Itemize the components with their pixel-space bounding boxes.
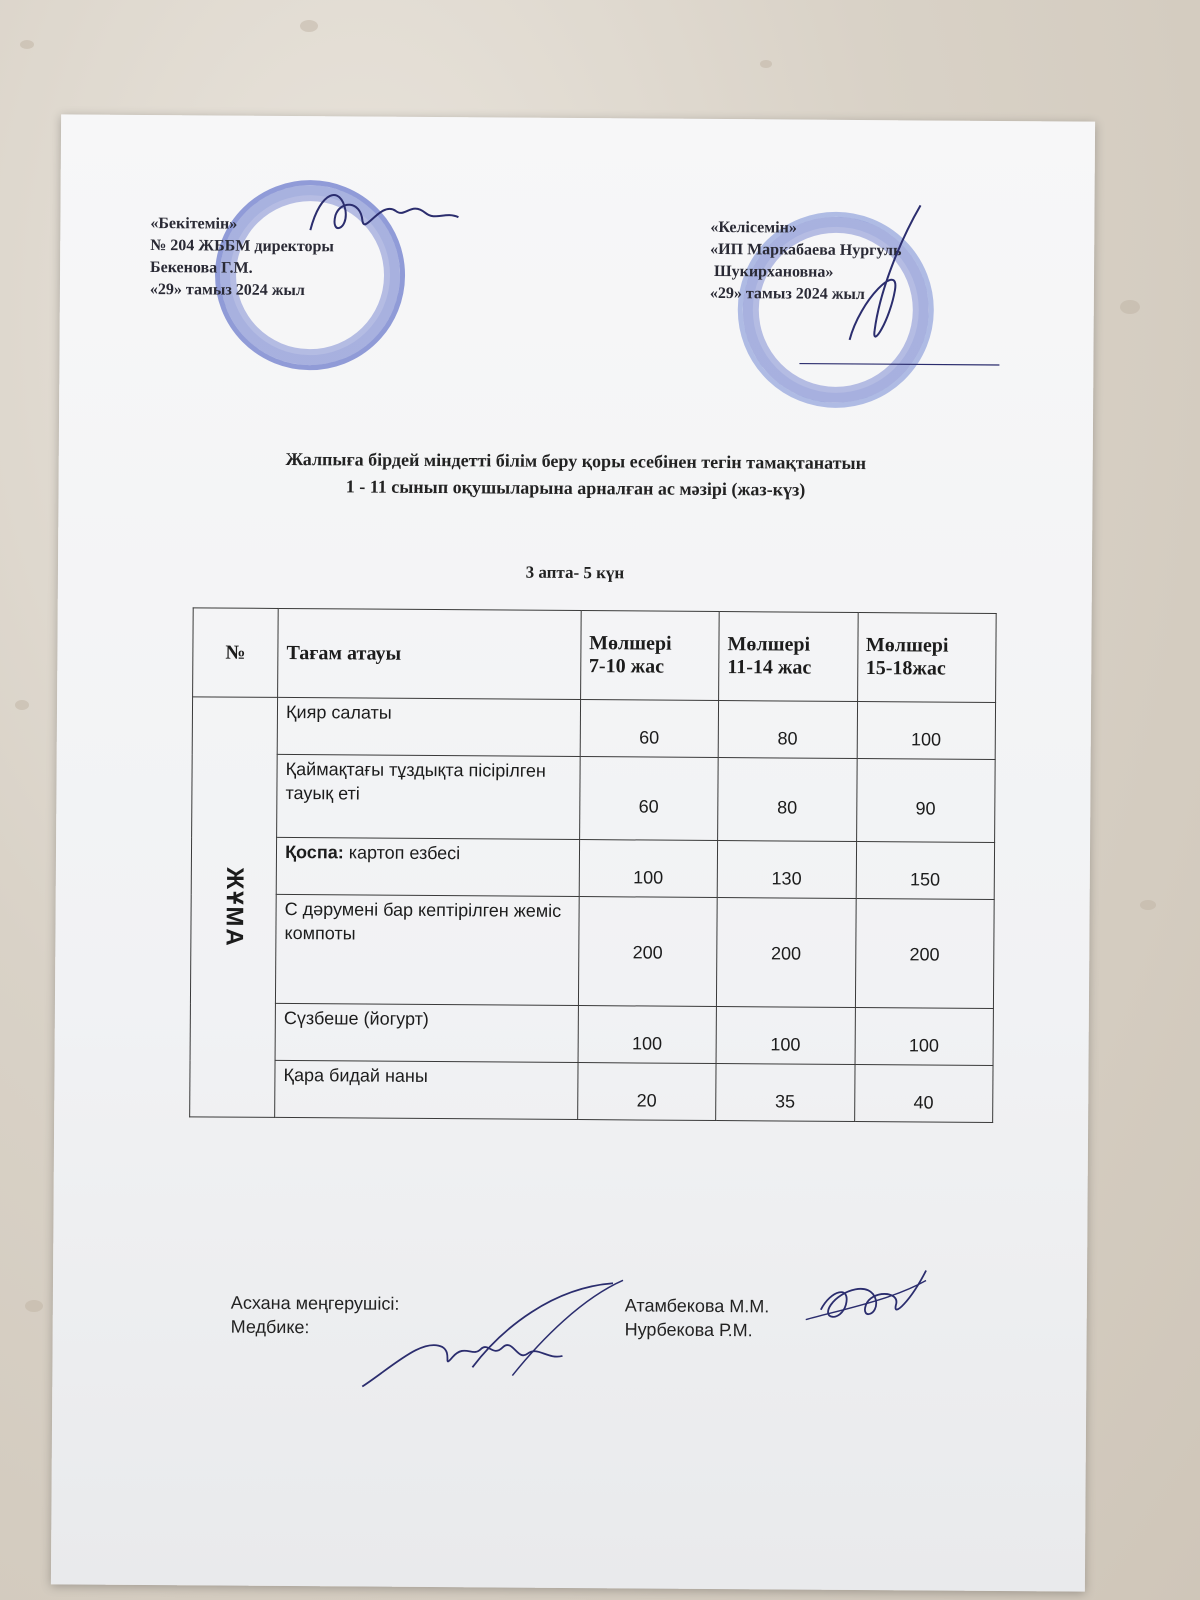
header-age: 11-14 жас <box>727 656 812 679</box>
header-portion-7-10 <box>580 611 719 701</box>
portion-value: 150 <box>856 841 995 899</box>
dish-name: С дәрумені бар кептірілген жеміс компоты <box>276 894 579 1005</box>
document-title <box>58 444 1092 505</box>
portion-value: 100 <box>855 1007 994 1065</box>
approval-person: Бекенова Г.М. <box>150 259 253 277</box>
header-dish-name: Тағам атауы <box>278 608 581 699</box>
title-line-2: 1 - 11 сынып оқушыларына арналған ас мәзірі (жаз-күз) <box>345 476 806 500</box>
table-header-row <box>193 608 997 703</box>
dish-name: Қаймақтағы тұздықта пісірілген тауық еті <box>277 754 580 839</box>
header-age: 15-18жас <box>865 657 946 680</box>
portion-value: 80 <box>718 701 857 759</box>
table-row <box>190 1060 993 1123</box>
portion-value: 200 <box>855 898 994 1008</box>
agreement-label: «Келісемін» <box>710 218 797 237</box>
dish-name <box>276 837 579 896</box>
approval-label: «Бекітемін» <box>150 215 238 233</box>
portion-value: 90 <box>856 758 995 842</box>
header-age: 7-10 жас <box>588 655 665 678</box>
approval-position: № 204 ЖББМ директоры <box>150 237 335 256</box>
menu-table <box>189 607 997 1123</box>
header-portion-15-18 <box>857 612 996 702</box>
day-cell <box>190 697 278 1118</box>
header-portion-label: Мөлшері <box>589 632 672 655</box>
portion-value: 35 <box>716 1064 855 1122</box>
portion-value: 20 <box>577 1063 716 1121</box>
table-row <box>192 754 996 843</box>
table-row <box>191 837 994 900</box>
vendor-signature <box>819 200 940 361</box>
canteen-head-signature <box>801 1260 932 1341</box>
agreement-company: «ИП Маркабаева Нургуль <box>710 240 902 260</box>
portion-value: 200 <box>717 898 856 1008</box>
header-portion-label: Мөлшері <box>727 633 811 656</box>
dish-prefix: Қоспа: <box>285 841 344 863</box>
header-portion-11-14 <box>719 612 858 702</box>
day-name: ЖҰМА <box>220 866 248 948</box>
portion-value: 100 <box>857 701 996 759</box>
header-number: № <box>193 608 279 698</box>
nurse-signature <box>352 1276 593 1398</box>
table-row <box>192 697 995 760</box>
agreement-date: «29» тамыз 2024 жыл <box>709 284 865 304</box>
portion-value: 60 <box>579 757 718 841</box>
header-portion-label: Мөлшері <box>865 634 949 657</box>
portion-value: 130 <box>717 841 856 899</box>
portion-value: 100 <box>578 1006 717 1064</box>
approval-date: «29» тамыз 2024 жыл <box>149 281 305 300</box>
dish-text: картоп езбесі <box>343 842 461 864</box>
menu-sheet <box>51 114 1095 1591</box>
week-day-label: 3 апта- 5 күн <box>525 562 625 583</box>
dish-name: Қияр салаты <box>277 697 580 756</box>
portion-value: 100 <box>579 840 718 898</box>
director-signature <box>300 180 460 251</box>
dish-name: Сүзбеше (йогурт) <box>275 1003 578 1062</box>
portion-value: 80 <box>718 758 857 842</box>
portion-value: 100 <box>716 1007 855 1065</box>
table-row <box>190 1003 993 1066</box>
agreement-person: Шукирхановна» <box>714 262 834 281</box>
canteen-head-name: Атамбекова М.М. <box>624 1295 770 1317</box>
footer-names <box>625 1293 770 1342</box>
portion-value: 40 <box>854 1064 993 1122</box>
dish-name: Қара бидай наны <box>275 1060 578 1119</box>
nurse-role: Медбике: <box>230 1316 310 1338</box>
table-row <box>190 894 994 1009</box>
portion-value: 200 <box>578 897 717 1007</box>
title-line-1: Жалпыға бірдей міндетті білім беру қоры есебінен тегін тамақтанатын <box>285 448 867 474</box>
portion-value: 60 <box>580 700 719 758</box>
canteen-head-role: Асхана меңгерушісі: <box>230 1292 400 1314</box>
nurse-name: Нурбекова Р.М. <box>624 1319 753 1341</box>
